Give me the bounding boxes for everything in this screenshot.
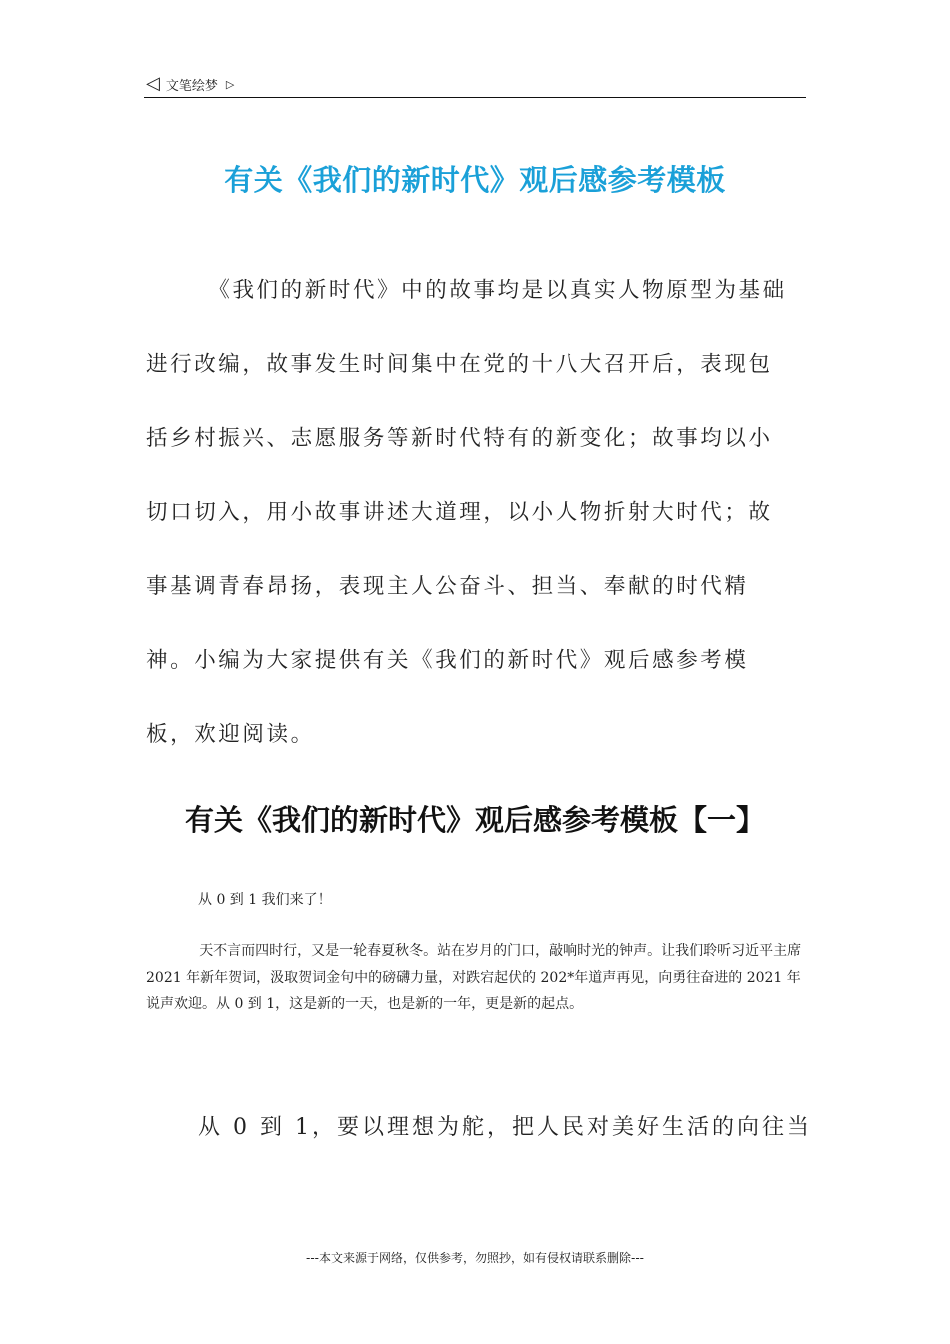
section-large-line: 从 0 到 1，要以理想为舵，把人民对美好生活的向往当 bbox=[198, 1115, 812, 1140]
intro-paragraph: 《我们的新时代》中的故事均是以真实人物原型为基础进行改编，故事发生时间集中在党的十八大召开后，表现包括乡村振兴、志愿服务等新时代特有的新变化；故事均以小切口切入，用小故事讲述大道理，以小人物折射大时代；故事基调青春昂扬，表现主人公奋斗、担当、奉献的时代精神。小编为大家提供有关《我们的新时代》观后感参考模板，欢迎阅读。 bbox=[146, 278, 787, 747]
section-heading: 有关《我们的新时代》观后感参考模板【一】 bbox=[184, 803, 765, 837]
header-brand: 文笔绘梦 bbox=[165, 78, 218, 94]
triangle-right-icon: ▷ bbox=[225, 77, 235, 91]
page-footer: ---本文来源于网络，仅供参考，勿照抄，如有侵权请联系删除--- bbox=[306, 1251, 644, 1265]
page-header bbox=[146, 72, 234, 96]
triangle-left-icon: ◁ bbox=[146, 73, 160, 94]
section-paragraph: 天不言而四时行，又是一轮春夏秋冬。站在岁月的门口，敲响时光的钟声。让我们聆听习近平主席 2021 年新年贺词，汲取贺词金句中的磅礴力量，对跌宕起伏的 202*年道声再见，向勇往奋进的 2021 年说声欢迎。从 0 到 1，这是新的一天，也是新的一年，更是新的起点。 bbox=[146, 943, 802, 1012]
document-title: 有关《我们的新时代》观后感参考模板 bbox=[224, 163, 726, 197]
header-divider bbox=[144, 97, 806, 98]
section-lead: 从 0 到 1 我们来了！ bbox=[198, 892, 332, 908]
